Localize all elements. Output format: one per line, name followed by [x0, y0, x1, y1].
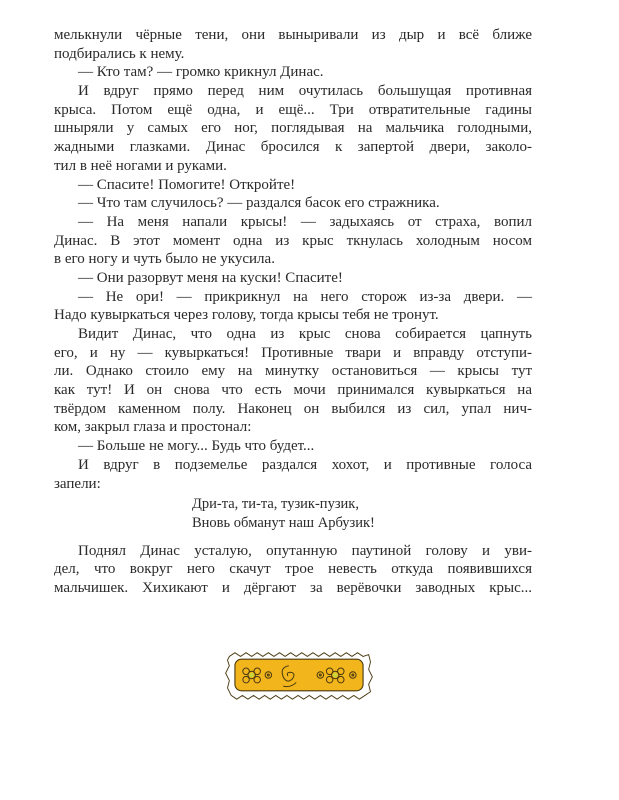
text-line: — Больше не могу... Будь что будет...	[78, 438, 315, 455]
text-line: — Что там случилось? — раздался басок его стражника.	[78, 195, 440, 212]
text-line: твёрдом каменном полу. Наконец он выбился из сил, упал нич-	[54, 400, 532, 417]
text-line: его, и ну — кувыркаться! Противные твари и вправду отступи-	[54, 344, 532, 361]
text-line: запели:	[54, 475, 101, 492]
text-line: — Они разорвут меня на куски! Спасите!	[78, 269, 343, 286]
text-line: крыса. Потом ещё одна, и ещё... Три отвратительные гадины	[54, 101, 532, 118]
text-line: Надо кувыркаться через голову, тогда крысы тебя не тронут.	[54, 307, 439, 324]
text-line: — На меня напали крысы! — задыхаясь от страха, вопил	[78, 213, 532, 230]
text-line: шныряли у самых его ног, поглядывая на мальчика голодными,	[54, 120, 532, 137]
text-line: тил в неё ногами и руками.	[54, 157, 227, 174]
text-line: ли. Однако стоило ему на минутку остановиться — крысы тут	[54, 363, 532, 380]
text-line: Видит Динас, что одна из крыс снова собирается цапнуть	[78, 326, 532, 342]
song-verse	[54, 495, 532, 532]
text-line: — Не ори! — прикрикнул на него сторож из-за двери. —	[78, 288, 532, 305]
text-line: — Кто там? — громко крикнул Динас.	[78, 64, 324, 81]
text-line: дел, что вокруг него скачут трое невесть откуда появившихся	[54, 561, 532, 578]
verse-line: Вновь обманут наш Арбузик!	[192, 514, 375, 531]
story-text	[54, 26, 532, 493]
text-line: в его ногу и чуть было не укусила.	[54, 251, 275, 268]
book-page	[54, 26, 532, 598]
verse-line: Дри-та, ти-та, тузик-пузик,	[192, 496, 359, 513]
closing-paragraph	[54, 542, 532, 598]
text-line: — Спасите! Помогите! Откройте!	[78, 176, 296, 193]
text-line: И вдруг прямо перед ним очутилась большущая противная	[78, 83, 532, 100]
text-line: мальчишек. Хихикают и дёргают за верёвочки заводных крыс...	[54, 579, 532, 596]
text-line: ком, закрыл глаза и простонал:	[54, 419, 252, 436]
text-line: Динас. В этот момент одна из крыс ткнулась холодным носом	[54, 232, 532, 249]
text-line: жадными глазками. Динас бросился к запертой двери, заколо-	[54, 139, 532, 156]
text-line: мелькнули чёрные тени, они выныривали из дыр и всё ближе	[54, 27, 532, 43]
text-line: подбирались к нему.	[54, 45, 185, 62]
text-line: Поднял Динас усталую, опутанную паутиной голову и уви-	[78, 542, 532, 559]
text-line: как тут! И он снова что есть мочи принимался кувыркаться на	[54, 382, 532, 399]
decorative-ornament-icon	[219, 649, 379, 701]
text-line: И вдруг в подземелье раздался хохот, и противные голоса	[78, 456, 532, 473]
